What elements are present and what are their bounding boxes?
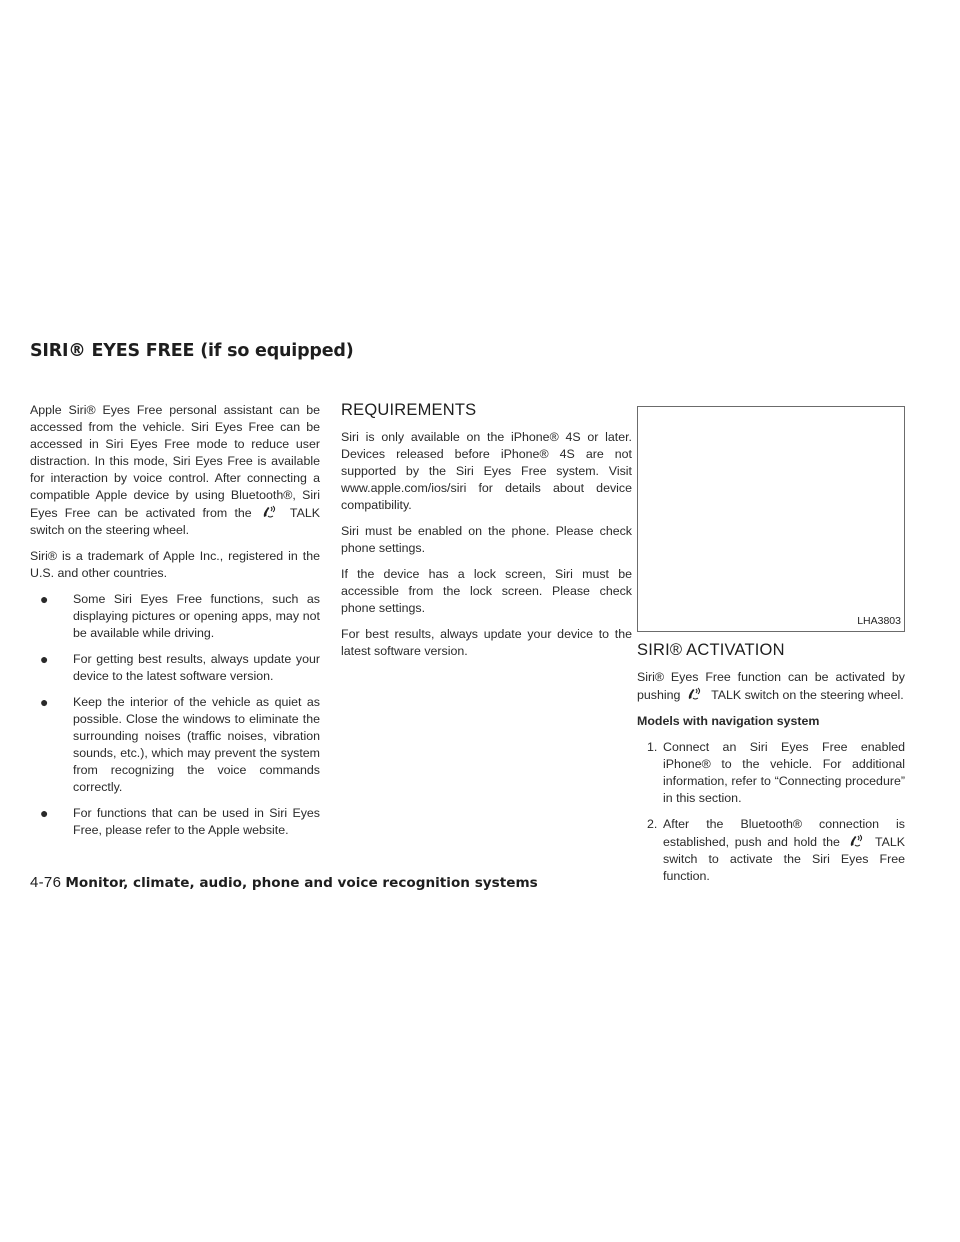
page-number: 4-76 xyxy=(30,874,62,891)
requirements-heading: REQUIREMENTS xyxy=(341,401,477,419)
requirements-paragraph: For best results, always update your device to the latest software version. xyxy=(341,627,632,658)
step-number: 2. xyxy=(647,817,658,831)
bullet-icon: ● xyxy=(40,651,49,667)
requirements-paragraph: Siri must be enabled on the phone. Please check phone settings. xyxy=(341,524,632,555)
activation-paragraph: Siri® Eyes Free function can be activated by pushing TALK switch on the steering wheel. xyxy=(637,670,905,702)
list-item: 1. Connect an Siri Eyes Free enabled iPhone® to the vehicle. For additional information, refer to “Connecting procedure” in this section. xyxy=(647,740,905,805)
list-item: ● Keep the interior of the vehicle as quiet as possible. Close the windows to eliminate the surrounding noises (traffic noises, vibration sounds, etc.), which may prevent the system from recognizing the voice commands correctly. xyxy=(40,694,320,794)
chapter-title: Monitor, climate, audio, phone and voice recognition systems xyxy=(65,875,538,891)
navigation-subheading: Models with navigation system xyxy=(637,714,820,728)
list-item: ● For getting best results, always update your device to the latest software version. xyxy=(40,651,320,683)
list-item: 2. After the Bluetooth® connection is established, push and hold the TALK switch to activate the Siri Eyes Free function. xyxy=(647,817,906,883)
figure-label: LHA3803 xyxy=(857,615,901,627)
column-activation xyxy=(637,406,905,894)
talk-switch-icon xyxy=(686,686,706,702)
bullet-icon: ● xyxy=(40,591,49,607)
requirements-paragraph: If the device has a lock screen, Siri must be accessible from the lock screen. Please check phone settings. xyxy=(341,567,632,615)
talk-switch-icon xyxy=(261,504,281,520)
step-number: 1. xyxy=(647,740,658,754)
page-footer xyxy=(30,874,538,891)
page-title: SIRI® EYES FREE (if so equipped) xyxy=(30,341,354,361)
notes-list xyxy=(30,591,320,839)
trademark-paragraph: Siri® is a trademark of Apple Inc., registered in the U.S. and other countries. xyxy=(30,549,320,580)
bullet-icon: ● xyxy=(40,805,49,821)
steps-list xyxy=(637,739,905,885)
intro-paragraph: Apple Siri® Eyes Free personal assistant can be accessed from the vehicle. Siri Eyes Free can be accessed in Siri Eyes Free mode to reduce user distraction. In this mode, Siri Eyes Free is available for interaction by voice control. After connecting a compatible Apple device by using Bluetooth®, Siri Eyes Free can be activated from the TALK switch on the steering wheel. xyxy=(30,403,320,537)
column-intro xyxy=(30,402,320,848)
bullet-icon: ● xyxy=(40,694,49,710)
column-requirements xyxy=(341,402,632,669)
list-item: ● Some Siri Eyes Free functions, such as displaying pictures or opening apps, may not be available while driving. xyxy=(40,591,320,640)
illustration-figure xyxy=(637,406,905,632)
requirements-paragraph: Siri is only available on the iPhone® 4S or later. Devices released before iPhone® 4S are not supported by the Siri Eyes Free system. Visit www.apple.com/ios/siri for details about device compatibility. xyxy=(341,430,632,512)
activation-heading: SIRI® ACTIVATION xyxy=(637,641,785,659)
talk-switch-icon xyxy=(848,833,868,849)
list-item: ● For functions that can be used in Siri Eyes Free, please refer to the Apple website. xyxy=(40,805,320,837)
